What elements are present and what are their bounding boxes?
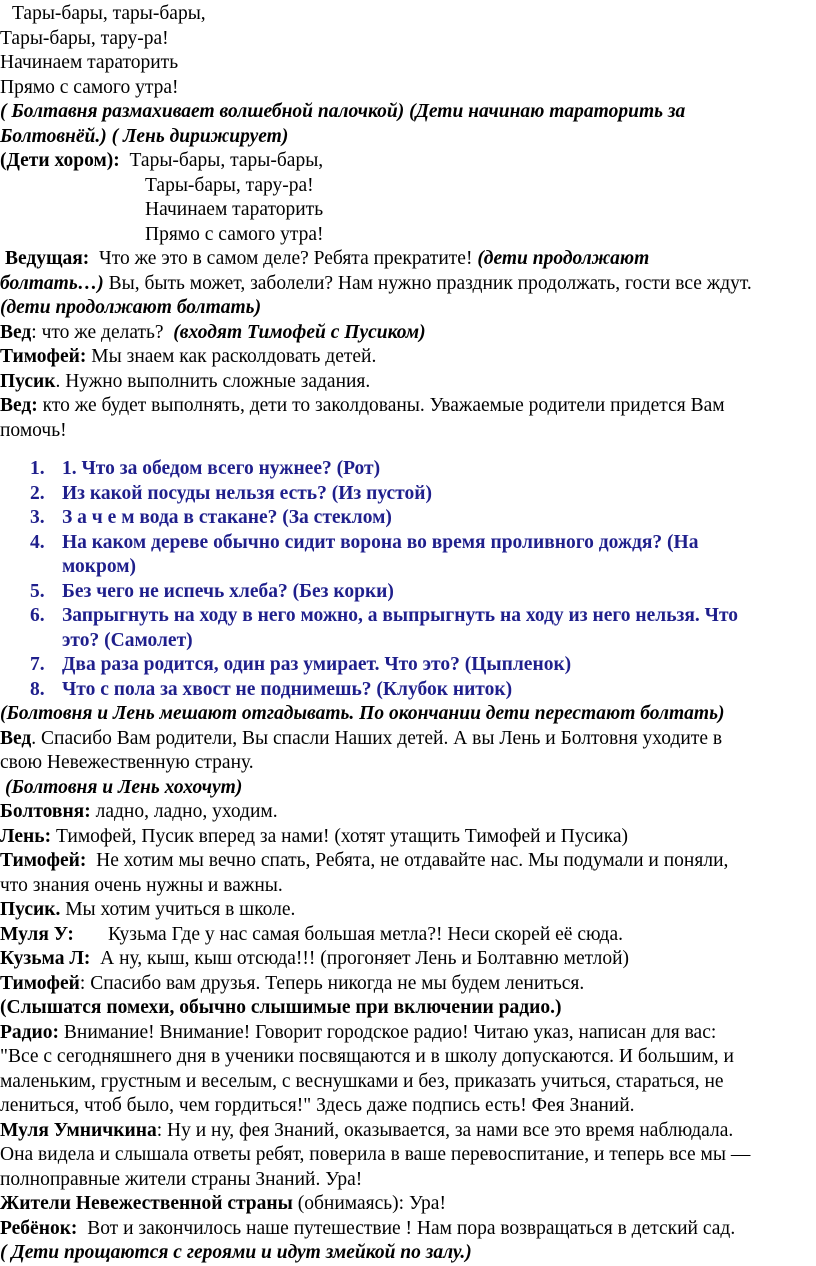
speaker-label: Вед — [0, 727, 32, 749]
radio-line-3: маленьким, грустным и веселым, с веснушками и без, приказать учиться, стараться, не — [0, 1070, 724, 1092]
stage-direction: (дети продолжают — [477, 248, 650, 269]
dialogue-text: : Ну и ну, фея Знаний, оказывается, за нами все это время наблюдала. — [156, 1119, 734, 1141]
riddle-item: 1. 1. Что за обедом всего нужнее? (Рот) — [30, 458, 381, 479]
radio-line-2: "Все с сегодняшнего дня в ученики посвящаются и в школу допускаются. И большим, и — [0, 1046, 734, 1067]
intro-line-4: Прямо с самого утра! — [0, 76, 179, 98]
len-line — [0, 825, 816, 850]
timofey-line-2-cont: что знания очень нужны и важны. — [0, 874, 283, 896]
stage-direction: (Болтовня и Лень мешают отгадывать. По окончании дети перестают болтать) — [0, 703, 725, 724]
speaker-label: (Дети хором): — [0, 150, 120, 171]
dialogue-text: : что же делать? — [31, 321, 164, 343]
host-line-1 — [5, 247, 816, 272]
chorus-line-2: Тары-бары, тару-ра! — [145, 174, 314, 196]
dialogue-text: : Спасибо вам друзья. Теперь никогда не мы будем лениться. — [79, 972, 585, 994]
speaker-label: Лень: — [0, 825, 52, 847]
host-line-4-cont: помочь! — [0, 419, 67, 441]
speaker-label: Вед: — [0, 395, 38, 416]
speaker-label: Жители Невежественной страны — [0, 1193, 293, 1214]
chorus-text: Тары-бары, тары-бары, — [129, 150, 324, 171]
chorus-line-4: Прямо с самого утра! — [145, 223, 324, 245]
speaker-label: Кузьма Л: — [0, 948, 91, 969]
mulya-line — [0, 923, 816, 948]
boltovnya-line — [0, 800, 816, 825]
stage-direction: (Слышатся помехи, обычно слышимые при включении радио.) — [0, 997, 562, 1018]
speaker-label: Тимофей: — [0, 346, 87, 367]
host-line-3 — [0, 321, 816, 346]
mulya-line-2-cont: полноправные жители страны Знаний. Ура! — [0, 1168, 363, 1190]
host-line-4 — [0, 394, 816, 419]
child-line — [0, 1217, 816, 1242]
dialogue-text: Вот и закончилось наше путешествие ! Нам пора возвращаться в детский сад. — [87, 1217, 736, 1239]
kuzma-line — [0, 947, 816, 972]
radio-line-1 — [0, 1021, 816, 1046]
dialogue-text: А ну, кыш, кыш отсюда!!! (прогоняет Лень и Болтавню метлой) — [100, 948, 630, 969]
intro-line-2: Тары-бары, тару-ра! — [0, 27, 169, 49]
riddle-item: 8. Что с пола за хвост не поднимешь? (Клубок ниток) — [30, 678, 513, 700]
dialogue-text: Мы хотим учиться в школе. — [65, 899, 296, 920]
intro-line-3: Начинаем тараторить — [0, 52, 179, 73]
speaker-label: Ведущая: — [5, 248, 90, 269]
dialogue-text: Тимофей, Пусик вперед за нами! (хотят утащить Тимофей и Пусика) — [55, 825, 629, 847]
speaker-label: Болтовня: — [0, 801, 91, 822]
timofey-line-1 — [0, 345, 816, 370]
dialogue-text: Мы знаем как расколдовать детей. — [91, 346, 377, 367]
stage-direction: (входят Тимофей с Пусиком) — [173, 321, 426, 343]
stage-direction: (дети продолжают болтать) — [0, 297, 262, 318]
riddle-item: 7. Два раза родится, один раз умирает. Что это? (Цыпленок) — [30, 654, 572, 675]
speaker-label: Радио: — [0, 1021, 60, 1043]
dialogue-text: Внимание! Внимание! Говорит городское радио! Читаю указ, написан для вас: — [63, 1021, 717, 1043]
timofey-line-2 — [0, 849, 816, 874]
speaker-label: Тимофей: — [0, 850, 87, 871]
dialogue-text: Что же это в самом деле? Ребята прекратите! — [99, 248, 473, 269]
mulya-line-2 — [0, 1119, 816, 1144]
mulya-line-2-cont: Она видела и слышала ответы ребят, поверила в ваше перевоспитание, и теперь все мы — — [0, 1144, 751, 1165]
dialogue-text: Кузьма Где у нас самая большая метла?! Неси скорей её сюда. — [107, 923, 624, 945]
host-line-5-cont: свою Невежественную страну. — [0, 752, 254, 773]
dialogue-text: ладно, ладно, уходим. — [95, 801, 278, 822]
stage-direction: болтать…) — [0, 272, 104, 294]
host-line-2 — [0, 272, 816, 297]
riddle-item: 6. Запрыгнуть на ходу в него можно, а выпрыгнуть на ходу из него нельзя. Что это? (Самолет) — [30, 605, 739, 651]
stage-direction: ( Болтавня размахивает волшебной палочкой) (Дети начинаю тараторить за — [0, 101, 686, 122]
speaker-label: Вед — [0, 321, 32, 343]
speaker-label: Ребёнок: — [0, 1217, 78, 1239]
dialogue-text: Не хотим мы вечно спать, Ребята, не отдавайте нас. Мы подумали и поняли, — [96, 850, 729, 871]
timofey-line-3 — [0, 972, 816, 997]
speaker-label: Муля Умничкина — [0, 1119, 157, 1141]
stage-direction: ( Дети прощаются с героями и идут змейкой по залу.) — [0, 1242, 472, 1263]
dialogue-text: кто же будет выполнять, дети то заколдованы. Уважаемые родители придется Вам — [42, 395, 725, 416]
dialogue-text: (обнимаясь): Ура! — [297, 1193, 446, 1214]
speaker-label: Муля У: — [0, 923, 74, 945]
dialogue-text: . Нужно выполнить сложные задания. — [55, 370, 371, 392]
intro-line-1: Тары-бары, тары-бары, — [12, 3, 206, 24]
speaker-label: Тимофей — [0, 972, 80, 994]
riddle-item: 2. Из какой посуды нельзя есть? (Из пустой) — [30, 482, 432, 504]
dialogue-text: . Спасибо Вам родители, Вы спасли Наших детей. А вы Лень и Болтовня уходите в — [31, 727, 723, 749]
riddle-item: 4. На каком дереве обычно сидит ворона во время проливного дождя? (На мокром) — [30, 531, 699, 577]
residents-line — [0, 1192, 816, 1217]
stage-direction: (Болтовня и Лень хохочут) — [5, 776, 243, 798]
speaker-label: Пусик — [0, 370, 56, 392]
riddle-item: 3. З а ч е м вода в стакане? (За стеклом) — [30, 507, 392, 528]
pusik-line-1 — [0, 370, 816, 395]
chorus-line-3: Начинаем тараторить — [145, 199, 324, 220]
stage-direction: Болтовнёй.) ( Лень дирижирует) — [0, 125, 289, 147]
dialogue-text: Вы, быть может, заболели? Нам нужно праздник продолжать, гости все ждут. — [108, 272, 752, 294]
radio-line-4: лениться, чтоб было, чем гордиться!" Здесь даже подпись есть! Фея Знаний. — [0, 1095, 635, 1116]
pusik-line-2 — [0, 898, 816, 923]
speaker-label: Пусик. — [0, 899, 61, 920]
riddle-list — [0, 457, 816, 702]
chorus-line-1 — [0, 149, 816, 174]
host-line-5 — [0, 727, 816, 752]
riddle-item: 5. Без чего не испечь хлеба? (Без корки) — [30, 580, 394, 602]
